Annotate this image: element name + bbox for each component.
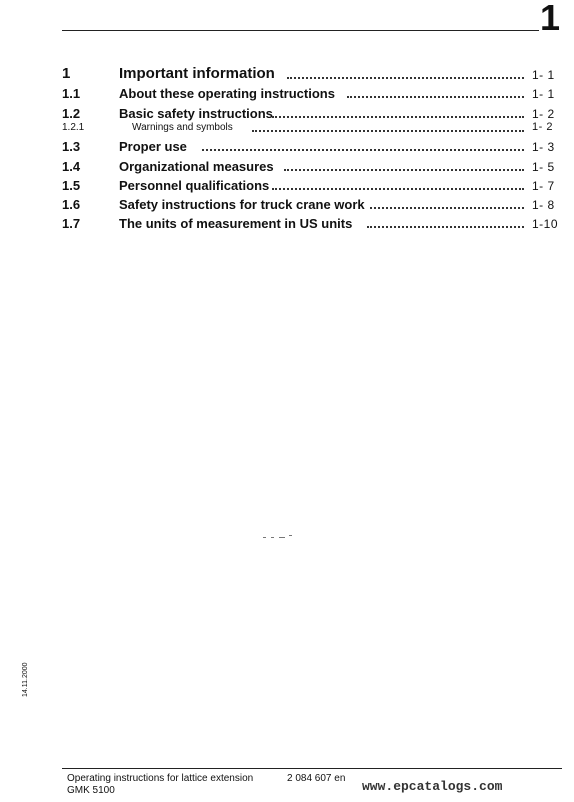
footer-model: GMK 5100 [67, 785, 115, 796]
toc-entry[interactable] [62, 58, 562, 84]
dot-leader [284, 167, 524, 171]
toc-page: 1- 1 [532, 87, 555, 102]
toc-number: 1.6 [62, 197, 81, 213]
toc-entry[interactable] [62, 214, 562, 233]
table-of-contents [62, 58, 562, 233]
toc-page: 1- 1 [532, 68, 555, 82]
toc-title: Proper use [119, 139, 187, 155]
toc-number: 1.3 [62, 139, 81, 155]
footer-doc-number: 2 084 607 en [287, 773, 346, 784]
toc-entry[interactable] [62, 195, 562, 214]
dot-leader [202, 147, 524, 151]
dot-leader [272, 114, 524, 118]
dot-leader [252, 128, 524, 132]
toc-page: 1- 3 [532, 140, 555, 155]
dot-leader [367, 224, 524, 228]
toc-title: The units of measurement in US units [119, 216, 353, 232]
toc-page: 1-10 [532, 217, 559, 232]
toc-page: 1- 8 [532, 198, 555, 213]
toc-title: Personnel qualifications [119, 177, 270, 193]
toc-number: 1 [62, 65, 71, 82]
watermark-link[interactable]: www.epcatalogs.com [362, 779, 503, 794]
toc-page: 1- 2 [532, 121, 553, 134]
toc-title: Basic safety instructions [119, 106, 273, 122]
toc-number: 1.4 [62, 158, 81, 174]
scan-artifact [263, 537, 293, 540]
toc-entry[interactable] [62, 156, 562, 175]
toc-title: Warnings and symbols [132, 122, 233, 134]
toc-number: 1.1 [62, 86, 81, 102]
print-date: 14.11.2000 [22, 662, 29, 697]
dot-leader [370, 205, 524, 209]
chapter-number: 1 [540, 0, 561, 38]
toc-title: Important information [119, 65, 275, 82]
toc-entry[interactable] [62, 176, 562, 195]
footer-title: Operating instructions for lattice extension [67, 773, 254, 784]
header-rule [62, 30, 539, 31]
toc-page: 1- 7 [532, 178, 555, 193]
toc-title: Safety instructions for truck crane work [119, 197, 365, 213]
toc-number: 1.2 [62, 106, 81, 122]
toc-page: 1- 2 [532, 107, 555, 122]
toc-entry[interactable] [62, 103, 562, 123]
toc-number: 1.2.1 [62, 122, 85, 134]
toc-number: 1.7 [62, 216, 81, 232]
toc-number: 1.5 [62, 177, 81, 193]
footer-rule [62, 768, 562, 769]
toc-entry[interactable] [62, 123, 562, 135]
dot-leader [347, 94, 524, 98]
toc-title: About these operating instructions [119, 86, 335, 102]
toc-entry[interactable] [62, 135, 562, 156]
toc-entry[interactable] [62, 84, 562, 103]
dot-leader [272, 186, 524, 190]
dot-leader [287, 75, 524, 79]
toc-page: 1- 5 [532, 159, 555, 174]
toc-title: Organizational measures [119, 158, 274, 174]
